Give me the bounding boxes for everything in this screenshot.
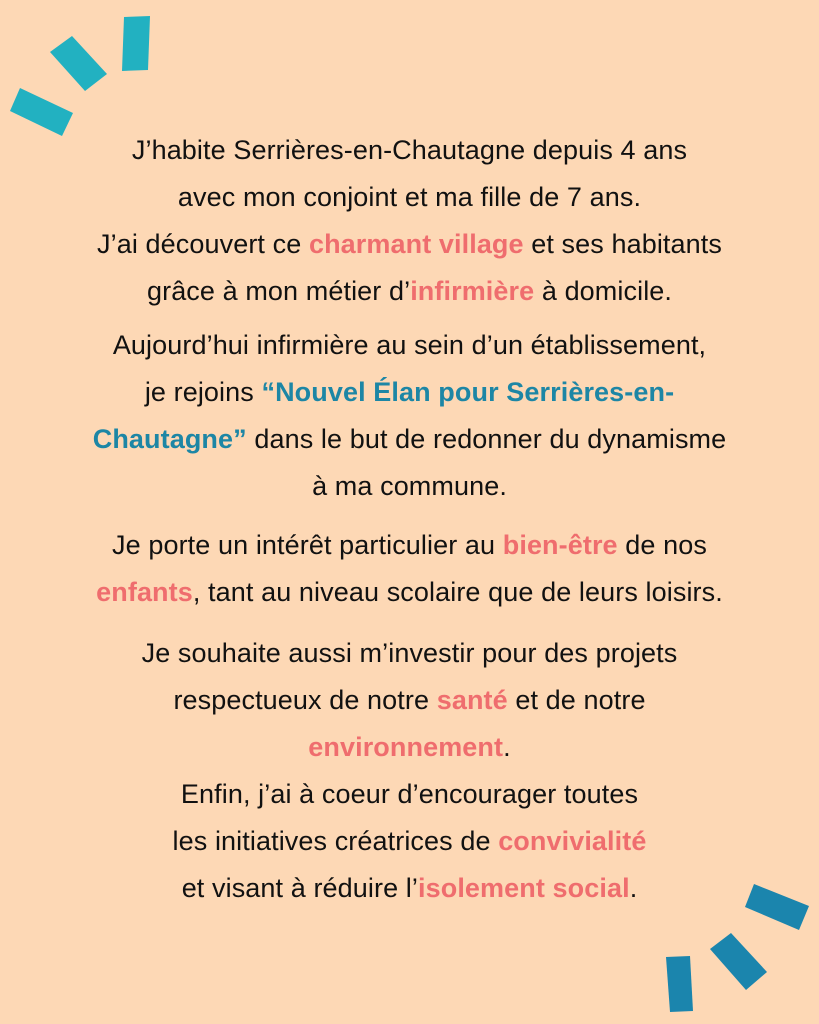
text-line (0, 724, 819, 771)
text-segment: et ses habitants (523, 229, 722, 259)
highlight-text: enfants (96, 577, 193, 607)
text-segment: Je porte un intérêt particulier au (112, 530, 503, 560)
text-line (0, 369, 819, 416)
text-line (0, 865, 819, 912)
highlight-text: infirmière (410, 276, 535, 306)
paragraph-3 (0, 522, 819, 616)
text-line (0, 174, 819, 221)
highlight-list-name: “Nouvel Élan pour Serrières-en- (261, 377, 675, 407)
text-segment: J’habite Serrières-en-Chautagne depuis 4 ans (131, 135, 688, 165)
text-segment: je rejoins (144, 377, 262, 407)
paragraph-4 (0, 630, 819, 912)
text-line (0, 630, 819, 677)
text-segment: . (503, 732, 511, 762)
text-segment: de nos (617, 530, 707, 560)
text-segment: Aujourd’hui infirmière au sein d’un établissement, (112, 330, 707, 360)
paragraph-1 (0, 127, 819, 315)
text-segment: respectueux de notre (173, 685, 437, 715)
highlight-text: santé (436, 685, 508, 715)
text-line (0, 522, 819, 569)
text-line (0, 416, 819, 463)
text-segment: . (629, 873, 638, 903)
text-segment: et visant à réduire l’ (181, 873, 419, 903)
text-line (0, 569, 819, 616)
dash-top-left-1 (122, 16, 150, 71)
highlight-text: isolement social (418, 873, 630, 903)
text-segment: grâce à mon métier d’ (146, 276, 411, 306)
text-line (0, 268, 819, 315)
highlight-text: charmant village (308, 229, 524, 259)
text-segment: J’ai découvert ce (97, 229, 309, 259)
text-line (0, 818, 819, 865)
text-line (0, 221, 819, 268)
text-segment: à ma commune. (312, 471, 507, 501)
text-line (0, 771, 819, 818)
highlight-list-name: Chautagne” (92, 424, 247, 454)
text-line (0, 127, 819, 174)
text-line (0, 463, 819, 510)
text-segment: Enfin, j’ai à coeur d’encourager toutes (180, 779, 639, 809)
dash-bottom-right-3 (666, 956, 693, 1012)
text-segment: , tant au niveau scolaire que de leurs loisirs. (192, 577, 723, 607)
text-segment: Je souhaite aussi m’investir pour des projets (141, 638, 678, 668)
dash-top-left-2 (50, 36, 107, 91)
text-segment: dans le but de redonner du dynamisme (246, 424, 727, 454)
text-line (0, 677, 819, 724)
paragraph-2 (0, 322, 819, 510)
highlight-text: convivialité (498, 826, 647, 856)
text-segment: les initiatives créatrices de (172, 826, 499, 856)
text-segment: avec mon conjoint et ma fille de 7 ans. (177, 182, 642, 212)
text-line (0, 322, 819, 369)
dash-bottom-right-2 (710, 933, 767, 990)
text-segment: à domicile. (534, 276, 673, 306)
highlight-text: bien-être (502, 530, 618, 560)
text-segment: et de notre (507, 685, 646, 715)
highlight-text: environnement (308, 732, 504, 762)
